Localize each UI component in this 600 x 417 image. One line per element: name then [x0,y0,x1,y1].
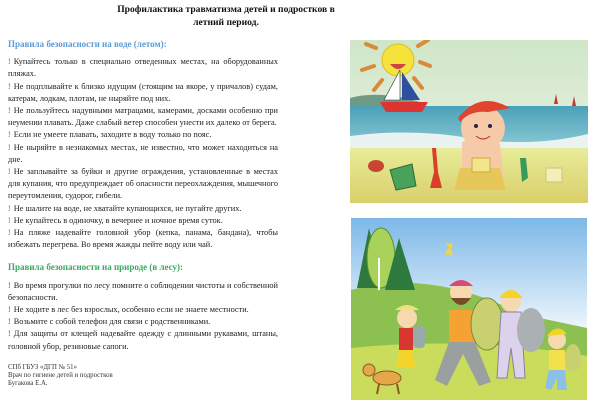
footer-name: Бугакова Е.А. [8,380,48,387]
exclamation-icon: ! [8,228,11,238]
exclamation-icon: ! [8,57,11,67]
rule-item: ! На пляже надевайте головной убор (кепка, панама, бандана), чтобы избежать перегрева. Во время жажды пейте воду или чай. [8,228,278,250]
exclamation-icon: ! [8,167,11,177]
rule-item: ! Не пользуйтесь надувными матрацами, камерами, досками особенно при неумении плавать. Даже слабый ветер способен унести их далеко от берега. [8,106,278,128]
rule-item: ! Во время прогулки по лесу помните о соблюдении чистоты и собственной безопасности. [8,280,278,302]
section-water [8,38,278,251]
document-title: Профилактика травматизма детей и подростков в летний период. [117,4,335,28]
rule-item: ! Не подплывайте к близко идущим (стоящим на якоре, у причалов) судам, катерам, лодкам, плотам, не ныряйте под них. [8,81,278,103]
rules-column [8,38,278,353]
exclamation-icon: ! [8,305,11,315]
footer-org: СПб ГБУЗ «ДГП № 51» [8,364,77,371]
forest-hike-illustration [351,218,587,400]
beach-illustration [350,40,588,203]
rule-item: ! Не заплывайте за буйки и другие ограждения, установленные в местах для купания, что предупреждает об опасности переохлаждения, мышечного переутомления, судорог, гибели. [8,167,278,201]
section-heading-forest: Правила безопасности на природе (в лесу): [8,262,183,273]
rule-item: ! Не шалите на воде, не хватайте купающихся, не пугайте других. [8,203,242,213]
rule-item: ! Для защиты от клещей надевайте одежду с длинными рукавами, штаны, головной убор, резиновые сапоги. [8,329,278,351]
rule-item: ! Купайтесь только в специально отведенных местах, на оборудованных пляжах. [8,57,278,79]
exclamation-icon: ! [8,329,11,339]
exclamation-icon: ! [8,280,11,290]
rule-item: ! Не купайтесь в одиночку, в вечернее и ночное время суток. [8,215,223,225]
footer-position: Врач по гигиене детей и подростков [8,372,113,379]
exclamation-icon: ! [8,81,11,91]
exclamation-icon: ! [8,130,11,140]
rule-item: ! Возьмите с собой телефон для связи с родственниками. [8,317,211,327]
section-forest [8,261,278,352]
exclamation-icon: ! [8,106,11,116]
exclamation-icon: ! [8,142,11,152]
rule-item: ! Не ныряйте в незнакомых местах, не известно, что может находиться на дне. [8,142,278,164]
rule-item: ! Если не умеете плавать, заходите в воду только по пояс. [8,130,212,140]
section-heading-water: Правила безопасности на воде (летом): [8,39,167,49]
rule-item: ! Не ходите в лес без взрослых, особенно если не знаете местности. [8,305,249,315]
author-footer [8,364,113,388]
exclamation-icon: ! [8,215,11,225]
exclamation-icon: ! [8,317,11,327]
exclamation-icon: ! [8,203,11,213]
